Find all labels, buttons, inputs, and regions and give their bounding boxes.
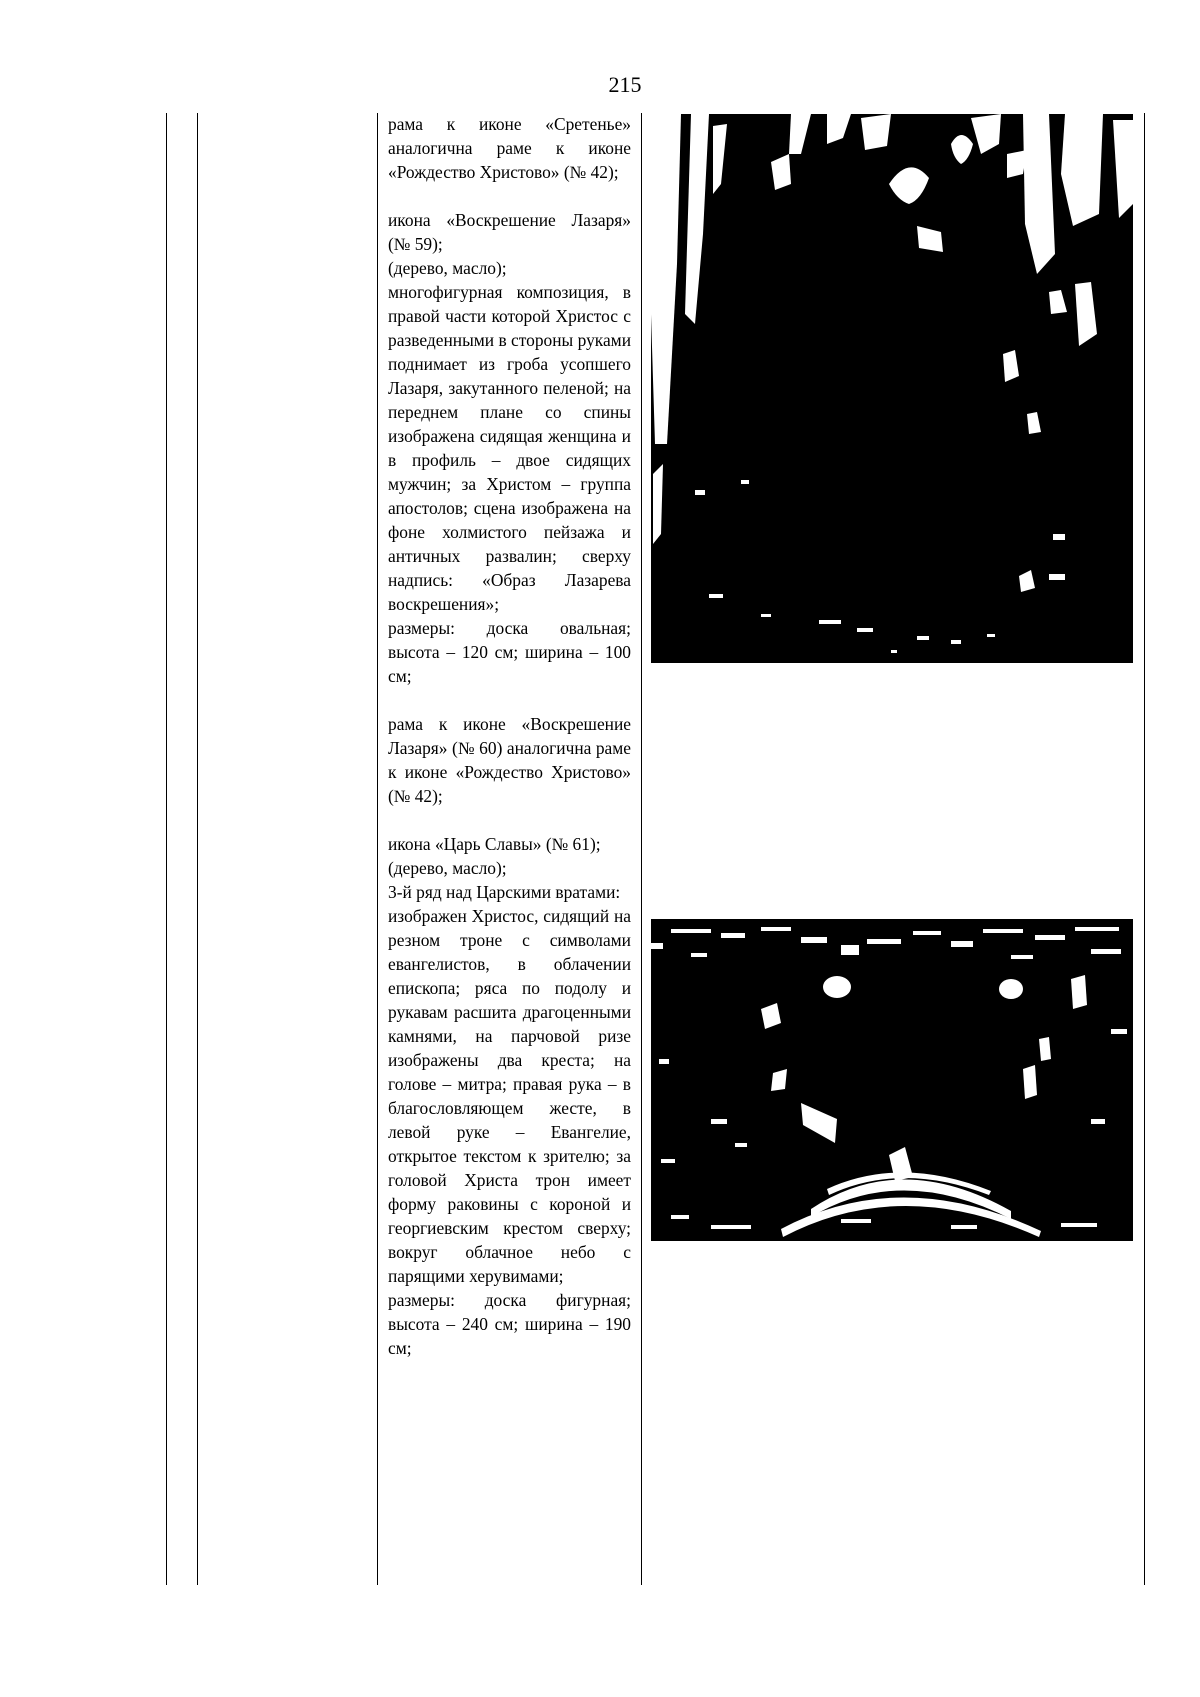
icon-resurrection-description: многофигурная композиция, в правой части которой Христос с разведенными в стороны руками поднимает из гроба усопшего Лазаря, закутанного пеленой; на переднем плане со спины изображена сидящая женщина и в профиль – двое сидящих мужчин; за Христом – группа апостолов; сцена изображена на фоне холмистого пейзажа и античных развалин; сверху надпись: «Образ Лазарева воскрешения»; bbox=[388, 282, 631, 614]
icon-king-of-glory-description: изображен Христос, сидящий на резном троне с символами евангелистов, в облачении епископа; ряса по подолу и рукавам расшита драгоценными камнями, на парчовой ризе изображены два креста; на голове – митра; правая рука – в благословляющем жесте, в левой руке – Евангелие, открытое текстом к зрителю; за головой Христа трон имеет форму раковины с короной и георгиевским крестом сверху; вокруг облачное небо с парящими херувимами; bbox=[388, 906, 631, 1286]
table-divider-3 bbox=[641, 113, 642, 1585]
icon-resurrection-material: (дерево, масло); bbox=[388, 258, 507, 278]
page-number: 215 bbox=[608, 72, 642, 97]
table-divider-2 bbox=[377, 113, 378, 1585]
icon-resurrection-title: икона «Воскрешение Лазаря» (№ 59); bbox=[388, 210, 631, 254]
frame-sretenie-text: рама к иконе «Сретенье» аналогична раме к иконе «Рождество Христово» (№ 42); bbox=[388, 114, 631, 182]
table-border-left bbox=[166, 113, 167, 1585]
icon-king-of-glory-position: 3-й ряд над Царскими вратами: bbox=[388, 882, 621, 902]
table-border-right bbox=[1144, 113, 1145, 1585]
frame-resurrection-text: рама к иконе «Воскрешение Лазаря» (№ 60) аналогична раме к иконе «Рождество Христово» (№ 42); bbox=[388, 714, 631, 806]
photo-resurrection-of-lazarus bbox=[651, 114, 1133, 663]
icon-king-of-glory-title: икона «Царь Славы» (№ 61); bbox=[388, 834, 601, 854]
description-column bbox=[388, 112, 631, 1360]
photo-king-of-glory bbox=[651, 919, 1133, 1241]
icon-king-of-glory-material: (дерево, масло); bbox=[388, 858, 507, 878]
table-divider-1 bbox=[197, 113, 198, 1585]
icon-king-of-glory-dimensions: размеры: доска фигурная; высота – 240 см; ширина – 190 см; bbox=[388, 1290, 631, 1358]
icon-resurrection-dimensions: размеры: доска овальная; высота – 120 см; ширина – 100 см; bbox=[388, 618, 631, 686]
